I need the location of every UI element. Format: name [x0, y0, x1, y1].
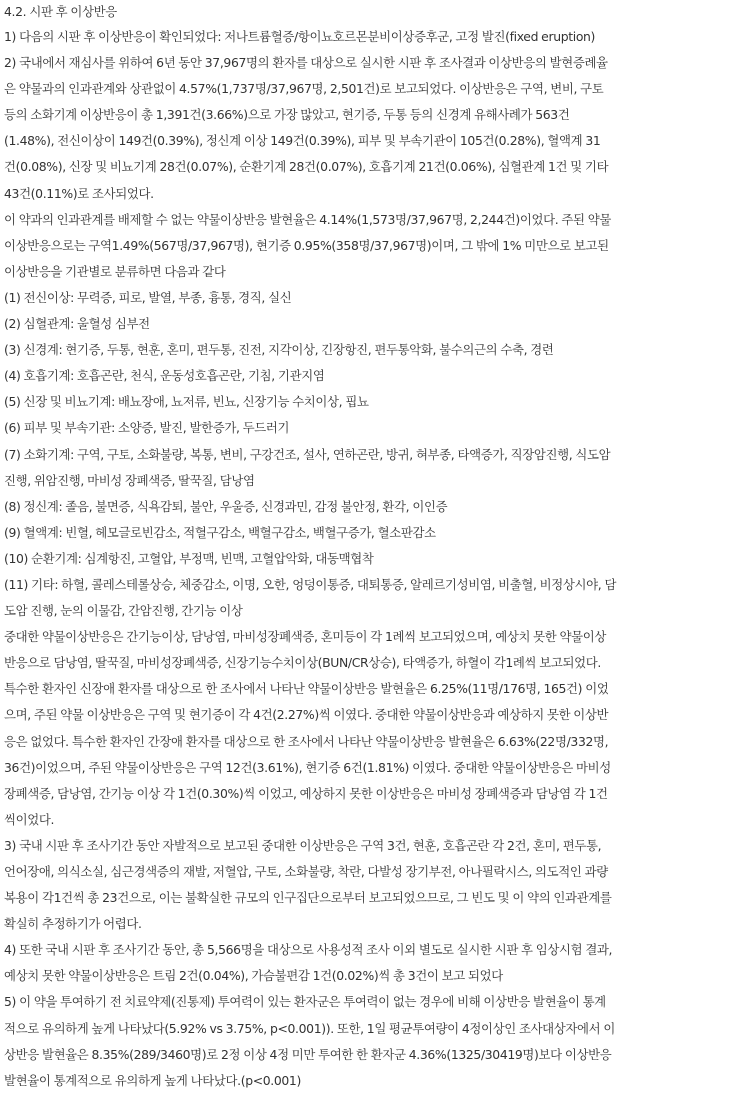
text-line: 3) 국내 시판 후 조사기간 동안 자발적으로 보고된 중대한 이상반응은 구역 3건, 현훈, 호흡곤란 각 2건, 혼미, 편두통,: [4, 837, 602, 853]
list-item: 도암 진행, 눈의 이물감, 간암진행, 간기능 이상: [4, 603, 243, 619]
text-line: 발현율이 통계적으로 유의하게 높게 나타났다.(p<0.001): [4, 1072, 301, 1088]
text-line: 36건)이었으며, 주된 약물이상반응은 구역 12건(3.61%), 현기증 6건(1.81%) 이였다. 중대한 약물이상반응은 마비성: [4, 759, 611, 775]
text-line: (1.48%), 전신이상이 149건(0.39%), 정신계 이상 149건(0.39%), 피부 및 부속기관이 105건(0.28%), 혈액계 31: [4, 133, 601, 149]
list-item: (8) 정신계: 졸음, 불면증, 식욕감퇴, 불안, 우울증, 신경과민, 감정 불안정, 환각, 이인증: [4, 498, 448, 514]
list-item: (9) 혈액계: 빈혈, 헤모글로빈감소, 적혈구감소, 백혈구감소, 백혈구증가, 혈소판감소: [4, 524, 436, 540]
section-heading: 4.2. 시판 후 이상반응: [4, 4, 117, 19]
text-line: 확실히 추정하기가 어렵다.: [4, 916, 142, 932]
text-line: 반응으로 담낭염, 딸꾹질, 마비성장폐색증, 신장기능수치이상(BUN/CR상승), 타액증가, 하혈이 각1례씩 보고되었다.: [4, 655, 601, 671]
text-line: 복용이 각1건씩 총 23건으로, 이는 불확실한 규모의 인구집단으로부터 보고되었으므로, 그 빈도 및 이 약의 인과관계를: [4, 890, 612, 906]
list-item: (10) 순환기계: 심계항진, 고혈압, 부정맥, 빈맥, 고혈압악화, 대동맥협착: [4, 550, 374, 566]
text-line: 등의 소화기계 이상반응이 총 1,391건(3.66%)으로 가장 많았고, 현기증, 두통 등의 신경계 유해사례가 563건: [4, 107, 570, 123]
list-item: (1) 전신이상: 무력증, 피로, 발열, 부종, 흉통, 경직, 실신: [4, 289, 292, 305]
text-line: 건(0.08%), 신장 및 비뇨기계 28건(0.07%), 순환기계 28건(0.07%), 호흡기계 21건(0.06%), 심혈관계 1건 및 기타: [4, 159, 609, 175]
text-line: 이상반응을 기관별로 분류하면 다음과 같다: [4, 263, 226, 279]
text-line: 장폐색증, 담낭염, 간기능 이상 각 1건(0.30%)씩 이었고, 예상하지 못한 이상반응은 마비성 장폐색증과 담낭염 각 1건: [4, 785, 608, 801]
text-line: 응은 없었다. 특수한 환자인 간장애 환자를 대상으로 한 조사에서 나타난 약물이상반응 발현율은 6.63%(22명/332명,: [4, 733, 609, 749]
list-item: (6) 피부 및 부속기관: 소양증, 발진, 발한증가, 두드러기: [4, 420, 290, 436]
text-line: 은 약물과의 인과관계와 상관없이 4.57%(1,737명/37,967명, 2,501건)로 보고되었다. 이상반응은 구역, 변비, 구토: [4, 81, 604, 97]
text-line: 43건(0.11%)로 조사되었다.: [4, 185, 154, 201]
list-item: (3) 신경계: 현기증, 두통, 현훈, 혼미, 편두통, 진전, 지각이상, 긴장항진, 편두통악화, 불수의근의 수축, 경련: [4, 342, 554, 358]
text-line: 씩이었다.: [4, 811, 55, 827]
list-item: (5) 신장 및 비뇨기계: 배뇨장애, 뇨저류, 빈뇨, 신장기능 수치이상, 핍뇨: [4, 394, 369, 410]
list-item: (4) 호흡기계: 호흡곤란, 천식, 운동성호흡곤란, 기침, 기관지염: [4, 368, 325, 384]
text-line: 언어장애, 의식소실, 심근경색증의 재발, 저혈압, 구토, 소화불량, 착란, 다발성 장기부전, 아나필락시스, 의도적인 과량: [4, 864, 608, 879]
text-line: 5) 이 약을 투여하기 전 치료약제(진통제) 투여력이 있는 환자군은 투여력이 없는 경우에 비해 이상반응 발현율이 통계: [4, 994, 606, 1010]
text-line: 1) 다음의 시판 후 이상반응이 확인되었다: 저나트륨혈증/항이뇨호르몬분비이상증후군, 고정 발진(fixed eruption): [4, 29, 596, 44]
list-item: 진행, 위암진행, 마비성 장폐색증, 딸꾹질, 담낭염: [4, 472, 255, 488]
text-line: 이 약과의 인과관계를 배제할 수 없는 약물이상반응 발현율은 4.14%(1,573명/37,967명, 2,244건)이었다. 주된 약물: [4, 211, 611, 227]
text-line: 으며, 주된 약물 이상반응은 구역 및 현기증이 각 4건(2.27%)씩 이였다. 중대한 약물이상반응과 예상하지 못한 이상반: [4, 707, 609, 723]
text-line: 이상반응으로는 구역1.49%(567명/37,967명), 현기증 0.95%(358명/37,967명)이며, 그 밖에 1% 미만으로 보고된: [4, 237, 609, 253]
text-line: 특수한 환자인 신장애 환자를 대상으로 한 조사에서 나타난 약물이상반응 발현율은 6.25%(11명/176명, 165건) 이었: [4, 681, 609, 697]
text-line: 상반응 발현율은 8.35%(289/3460명)로 2정 이상 4정 미만 투여한 한 환자군 4.36%(1325/30419명)보다 이상반응: [4, 1046, 612, 1062]
text-line: 적으로 유의하게 높게 나타났다(5.92% vs 3.75%, p<0.001)). 또한, 1일 평균투여량이 4정이상인 조사대상자에서 이: [4, 1020, 615, 1036]
text-line: 예상치 못한 약물이상반응은 트림 2건(0.04%), 가슴불편감 1건(0.02%)씩 총 3건이 보고 되었다: [4, 968, 503, 984]
text-line: 2) 국내에서 재심사를 위하여 6년 동안 37,967명의 환자를 대상으로 실시한 시판 후 조사결과 이상반응의 발현증례율: [4, 55, 608, 71]
text-line: 중대한 약물이상반응은 간기능이상, 담낭염, 마비성장폐색증, 혼미등이 각 1례씩 보고되었으며, 예상치 못한 약물이상: [4, 629, 606, 645]
list-item: (11) 기타: 하혈, 콜레스테롤상승, 체중감소, 이명, 오한, 엉덩이통증, 대퇴통증, 알레르기성비염, 비출혈, 비정상시야, 담: [4, 576, 617, 592]
list-item: (7) 소화기계: 구역, 구토, 소화불량, 복통, 변비, 구강건조, 설사, 연하곤란, 방귀, 혀부종, 타액증가, 직장암진행, 식도암: [4, 446, 611, 462]
list-item: (2) 심혈관계: 울혈성 심부전: [4, 316, 150, 332]
text-line: 4) 또한 국내 시판 후 조사기간 동안, 총 5,566명을 대상으로 사용성적 조사 이외 별도로 실시한 시판 후 임상시험 결과,: [4, 942, 613, 958]
